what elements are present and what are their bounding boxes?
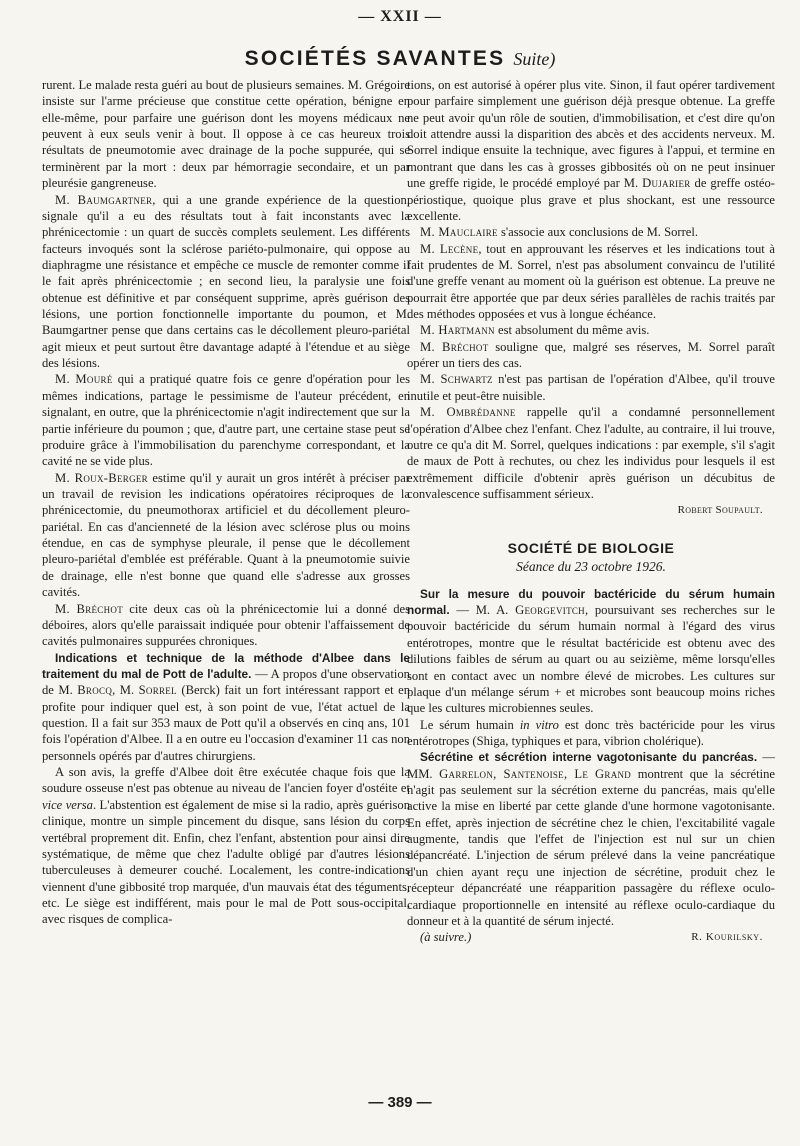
left-paragraph-6 bbox=[42, 650, 410, 765]
paragraph-text: s'associe aux conclusions de M. Sorrel. bbox=[497, 225, 699, 240]
paragraph-text: de greffe ostéo-périostique, quoique plus grave et plus shockant, est une ressource excellente. bbox=[407, 176, 775, 223]
speaker-name: M. Bréchot bbox=[420, 339, 489, 354]
section-heading bbox=[0, 44, 800, 75]
paragraph-text: tions, on est autorisé à opérer plus vite. Sinon, il faut opérer tardivement pour parfaire simplement une guérison déjà presque obtenue. La greffe ne peut avoir qu'un rôle de soutien, d'immobilisation, et c'est dire qu'on doit attendre aussi la disparition des abcès et des accidents nerveux. M. Sorrel indique ensuite la technique, avec figures à l'appui, et termine en montrant que dans les cas à grosses gibbosités où on ne peut insinuer une greffe rigide, le procédé employé par M. bbox=[407, 78, 775, 191]
paragraph-text: n'est pas partisan de l'opération d'Albee, qu'il trouve inutile et peut-être nuisible. bbox=[407, 372, 775, 403]
paragraph-text: , poursuivant ses recherches sur le pouvoir bactéricide du sérum humain normal à l'égard des virus entérotropes, montre que le résultat bactéricide est obtenu avec des dilutions faibles de sérum au quart ou au seizième, même lorsqu'elles sont en contact avec un nombre élevé de microbes. Les cultures sur plaque d'un mélange sérum + et microbes sont beaucoup moins riches que les cultures microbiennes seules. bbox=[407, 603, 775, 716]
left-column bbox=[42, 77, 410, 928]
right-paragraph-1 bbox=[407, 77, 775, 224]
page-roman-numeral: — XXII — bbox=[358, 8, 442, 25]
speaker-name: M. Roux-Berger bbox=[55, 470, 148, 485]
page-number: — 389 — bbox=[368, 1094, 432, 1111]
author-name: Sorrel bbox=[138, 683, 177, 698]
right-paragraph-8 bbox=[407, 586, 775, 717]
paragraph-text: cite deux cas où la phrénicectomie lui a donné des déboires, alors qu'elle paraissait indiquée pour obtenir l'affaissement de cavités pulmonaires suppurées chroniques. bbox=[42, 601, 410, 649]
article-title: Indications et technique de la méthode d'Albee dans le traitement du mal de Pott de l'adulte. bbox=[42, 650, 410, 681]
left-paragraph-5 bbox=[42, 601, 410, 650]
paragraph-text: , tout en approuvant les réserves et les indications tout à fait prudentes de M. Sorrel, n'est pas absolument convaincu de l'utilité d'une greffe venant au moment où la guérison est obtenue. La preuve ne pourrait être apportée que par deux séries parallèles de rachis traités par des méthodes opposées et vus à longue échéance. bbox=[407, 241, 775, 322]
right-paragraph-6 bbox=[407, 371, 775, 404]
italic-phrase: in vitro bbox=[519, 717, 559, 732]
article-title: Sur la mesure du pouvoir bactéricide du sérum humain normal. bbox=[407, 586, 775, 618]
paragraph-text: est absolument du même avis. bbox=[494, 323, 650, 338]
author-names: Garrelon, Santenoise, Le Grand bbox=[439, 766, 632, 781]
speaker-name: M. Hartmann bbox=[420, 323, 495, 338]
paragraph-text: — M. A. bbox=[449, 603, 516, 618]
right-paragraph-3 bbox=[407, 241, 775, 323]
speaker-name: M. Lecène bbox=[420, 241, 479, 256]
paragraph-text: A son avis, la greffe d'Albee doit être exécutée chaque fois que la soudure osseuse n'est pas obtenue au niveau de l'ancien foyer d'ostéite et bbox=[42, 765, 410, 796]
paragraph-text: montrent que la sécrétine n'agit pas seulement sur la sécrétion externe du pancréas, mais qu'elle active la mise en liberté par cette glande d'une hormone vagotonisante. En effet, après injection de sécrétine chez le chien, l'excitabilité vagale augmente, tandis que l'effet de l'injection est nul sur un chien dépancréaté. L'injection de sérum prélevé dans la veine pancréatique d'un chien ayant reçu une injection de sécrétine, produit chez le récepteur dépancréaté une réapparition passagère du réflexe oculo-cardiaque proportionnelle en intensité au réflexe oculo-cardiaque du donneur et à la quantité de sérum injecté. bbox=[407, 766, 775, 928]
paragraph-text: . L'abstention est également de mise si la radio, après guérison clinique, montre un simple pincement du disque, sans lésion du corps vertébral proprement dit. Enfin, chez l'enfant, abstention pour ainsi dire systématique, de même que chez l'adulte obligé par d'autres lésions tuberculeuses à demeurer couché. Localement, les contre-indications viennent d'une gibbosité trop marquée, d'un mauvais état des téguments, etc. Le siège est indifférent, mais pour le mal de Pott sous-occipital, avec risques de complica- bbox=[42, 797, 410, 927]
left-paragraph-4 bbox=[42, 470, 410, 601]
left-paragraph-3 bbox=[42, 371, 410, 469]
paragraph-text: est donc très bactéricide pour les virus entérotropes (Shiga, typhiques et para, vibrion cholérique). bbox=[407, 717, 776, 748]
paragraph-text: qui a pratiqué quatre fois ce genre d'opération pour les mêmes indications, partage le pessimisme de l'auteur précédent, en signalant, en outre, que la phrénicectomie n'agit indirectement que sur la partie inférieure du poumon ; que, d'autre part, une certaine stase peut se produire grâce à l'immobilisation du parenchyme correspondant, et la cavité ne se vide plus. bbox=[42, 372, 410, 469]
right-paragraph-2 bbox=[407, 224, 775, 240]
left-paragraph-1: rurent. Le malade resta guéri au bout de plusieurs semaines. M. Grégoire insiste sur l'arme précieuse que constitue cette opération, bénigne en elle-même, pour parfaire une guérison dont les moyens médicaux ne peuvent à eux seuls venir à bout. Il oppose à ce cas heureux trois résultats de pneumotomie avec drainage de la poche suppurée, qui se terminèrent par la mort : deux par hémorragie secondaire, et un par pleurésie gangreneuse. bbox=[42, 78, 410, 191]
society-title: SOCIÉTÉ DE BIOLOGIE bbox=[507, 539, 675, 556]
paragraph-text: rappelle qu'il a condamné personnellement l'opération d'Albee chez l'enfant. Chez l'adulte, au contraire, il lui trouve, outre ce qu'a dit M. Sorrel, quelques indications : par exemple, s'il s'agit de maux de Pott à rechutes, ou chez les individus pour lesquels il est extrêmement difficile d'obtenir après guérison un décubitus de convalescence suffisamment sérieux. bbox=[407, 405, 775, 501]
paragraph-text: — MM. bbox=[407, 750, 775, 781]
right-paragraph-7 bbox=[407, 404, 775, 502]
paragraph-text: , qui a une grande expérience de la question, signale qu'il a eu des résultats tout à fait inconstants avec la phrénicectomie : un quart de succès complets seulement. Les différents facteurs invoqués sont la sclérose pariéto-pulmonaire, qui oppose au diaphragme une résistance et empêche ce muscle de remonter comme il le fait après phrénicectomie ; en second lieu, la paralysie une fois obtenue est définitive et par conséquent supprime, après guérison des lésions, une portion fonctionnelle importante du poumon, et M. Baumgartner pense que dans certains cas le décollement pleuro-pariétal agit mieux et peut surtout être davantage adapté à l'étendue et au siège des lésions. bbox=[42, 192, 410, 371]
right-paragraph-10 bbox=[407, 749, 775, 929]
closing-line bbox=[407, 929, 775, 945]
right-paragraph-5 bbox=[407, 339, 775, 372]
to-be-continued: (à suivre.) bbox=[420, 930, 472, 945]
italic-phrase: vice versa bbox=[42, 797, 93, 812]
left-paragraph-7 bbox=[42, 764, 410, 928]
right-paragraph-9 bbox=[407, 717, 775, 750]
speaker-name: M. Mauclaire bbox=[420, 225, 498, 240]
article-title: Sécrétine et sécrétion interne vagotonisante du pancréas. bbox=[420, 750, 758, 765]
speaker-name: M. Mouré bbox=[55, 372, 113, 387]
paragraph-text: — A propos d'une observation de M. bbox=[42, 666, 410, 698]
author-name: Brocq bbox=[77, 683, 113, 698]
paragraph-text: , M. bbox=[112, 683, 139, 698]
heading-suite: Suite) bbox=[513, 49, 556, 69]
left-paragraph-2 bbox=[42, 192, 410, 372]
right-column bbox=[407, 77, 775, 946]
speaker-name: M. Ombrédanne bbox=[420, 405, 516, 420]
paragraph-text: Le sérum humain bbox=[420, 717, 520, 732]
author-name: Georgevitch bbox=[515, 603, 585, 618]
speaker-name: M. Schwartz bbox=[420, 372, 493, 387]
speaker-name: M. Baumgartner bbox=[55, 192, 153, 207]
heading-title: SOCIÉTÉS SAVANTES bbox=[244, 47, 506, 70]
right-paragraph-4 bbox=[407, 322, 775, 338]
signature: Robert Soupault. bbox=[677, 504, 763, 517]
paragraph-text: estime qu'il y aurait un gros intérêt à préciser par un travail de revision les indications opératoires réciproques de la phrénicectomie, du pneumothorax artificiel et du décollement pleuro-pariétal. En cas d'ancienneté de la lésion avec sclérose plus ou moins étendue, en cas de symphyse pleurale, il pense que le décollement pleuro-pariétal d'emblée est préférable. Quant à la pneumotomie suivie de drainage, elle n'est bonne que quand elle s'adresse aux grosses cavités. bbox=[42, 470, 410, 600]
paragraph-text: souligne que, malgré ses réserves, M. Sorrel paraît opérer un tiers des cas. bbox=[407, 339, 775, 371]
signature: R. Kourilsky. bbox=[691, 931, 763, 944]
author-name: Dujarier bbox=[642, 176, 691, 191]
session-date: Séance du 23 octobre 1926. bbox=[516, 558, 666, 574]
paragraph-text: (Berck) fait un fort intéressant rapport et en profite pour indiquer quel est, à son point de vue, l'état actuel de la question. Il a fait sur 353 maux de Pott qu'il a observés en cinq ans, 101 fois l'opération d'Albee. Il a en outre eu l'occasion d'examiner 11 cas non personnels opérés par d'autres chirurgiens. bbox=[42, 683, 411, 763]
speaker-name: M. Bréchot bbox=[55, 601, 123, 616]
